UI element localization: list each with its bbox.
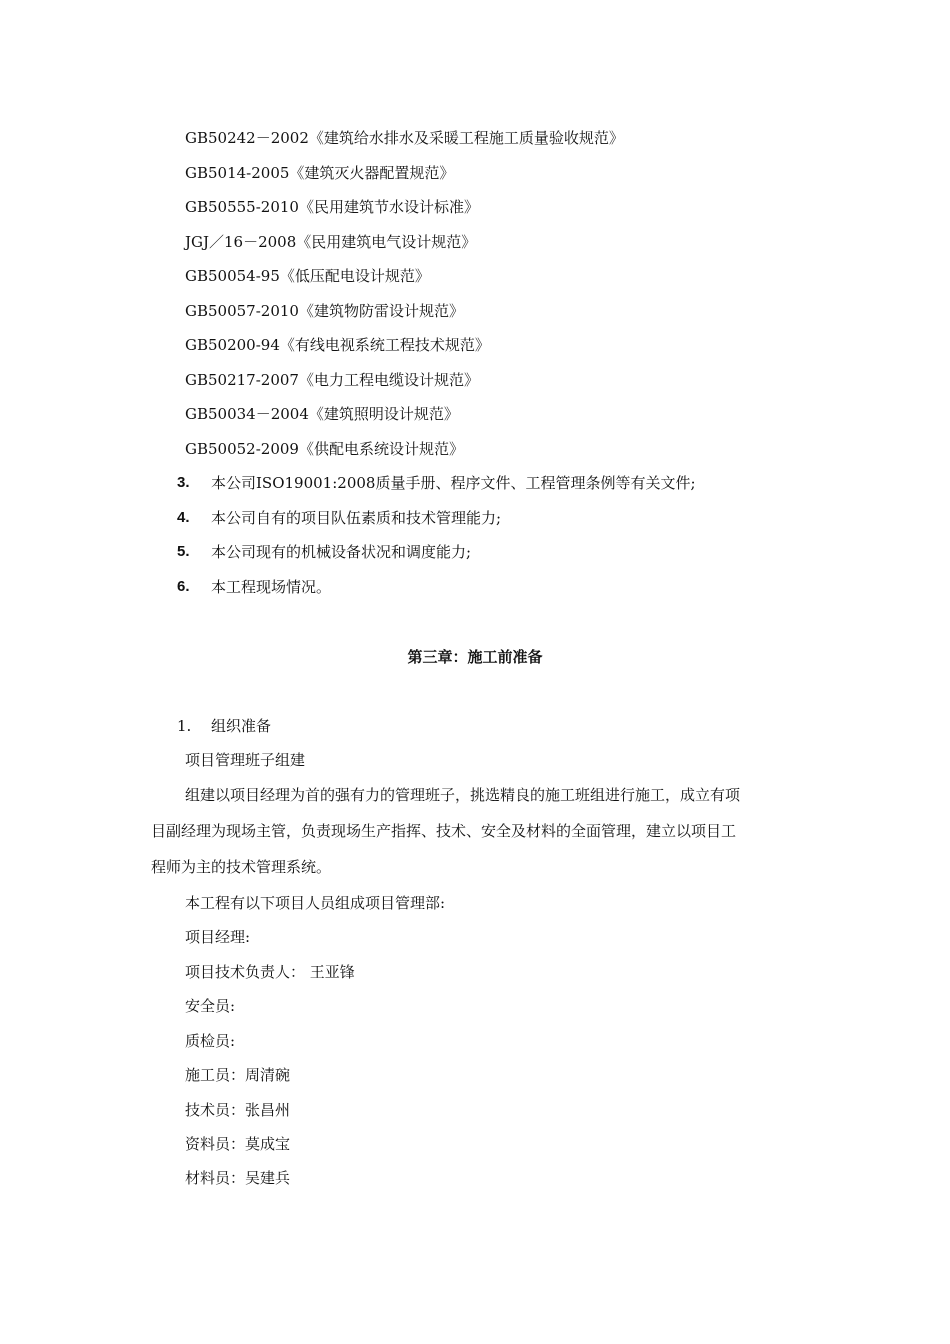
staff-item: 施工员：周清碗 bbox=[185, 1066, 291, 1084]
standard-item: GB50057-2010《建筑物防雷设计规范》 bbox=[185, 302, 464, 320]
staff-item: 项目经理: bbox=[185, 928, 251, 946]
standard-item: GB50217-2007《电力工程电缆设计规范》 bbox=[185, 371, 479, 389]
staff-intro: 本工程有以下项目人员组成项目管理部: bbox=[185, 894, 446, 912]
list-number: 5. bbox=[177, 543, 190, 560]
staff-item: 资料员：莫成宝 bbox=[185, 1135, 291, 1153]
staff-item: 材料员：吴建兵 bbox=[185, 1169, 291, 1187]
list-number: 3. bbox=[177, 474, 190, 491]
staff-item: 安全员: bbox=[185, 997, 236, 1015]
staff-item: 质检员: bbox=[185, 1032, 236, 1050]
standard-item: GB50054-95《低压配电设计规范》 bbox=[185, 267, 430, 285]
staff-item: 项目技术负责人： 王亚锋 bbox=[185, 963, 355, 981]
standard-item: GB50052-2009《供配电系统设计规范》 bbox=[185, 440, 464, 458]
staff-item: 技术员：张昌州 bbox=[185, 1101, 291, 1119]
standard-item: GB50242－2002《建筑给水排水及采暖工程施工质量验收规范》 bbox=[185, 129, 624, 147]
list-item: 本工程现场情况。 bbox=[211, 578, 332, 596]
section-number: 1. bbox=[177, 717, 192, 735]
list-number: 6. bbox=[177, 578, 190, 595]
list-item: 本公司ISO19001:2008质量手册、程序文件、工程管理条例等有关文件; bbox=[211, 474, 696, 492]
paragraph-line: 组建以项目经理为首的强有力的管理班子，挑选精良的施工班组进行施工，成立有项 bbox=[185, 786, 741, 804]
paragraph-line: 目副经理为现场主管，负责现场生产指挥、技术、安全及材料的全面管理，建立以项目工 bbox=[151, 822, 737, 840]
list-number: 4. bbox=[177, 509, 190, 526]
chapter-title: 第三章：施工前准备 bbox=[407, 648, 543, 666]
standard-item: JGJ／16－2008《民用建筑电气设计规范》 bbox=[185, 233, 477, 251]
standard-item: GB50034－2004《建筑照明设计规范》 bbox=[185, 405, 459, 423]
list-item: 本公司自有的项目队伍素质和技术管理能力; bbox=[211, 509, 502, 527]
list-item: 本公司现有的机械设备状况和调度能力; bbox=[211, 543, 472, 561]
subsection-title: 项目管理班子组建 bbox=[185, 751, 306, 769]
standard-item: GB50200-94《有线电视系统工程技术规范》 bbox=[185, 336, 490, 354]
paragraph-line: 程师为主的技术管理系统。 bbox=[151, 858, 332, 876]
standard-item: GB5014-2005《建筑灭火器配置规范》 bbox=[185, 164, 455, 182]
section-title: 组织准备 bbox=[211, 717, 272, 735]
standard-item: GB50555-2010《民用建筑节水设计标准》 bbox=[185, 198, 479, 216]
